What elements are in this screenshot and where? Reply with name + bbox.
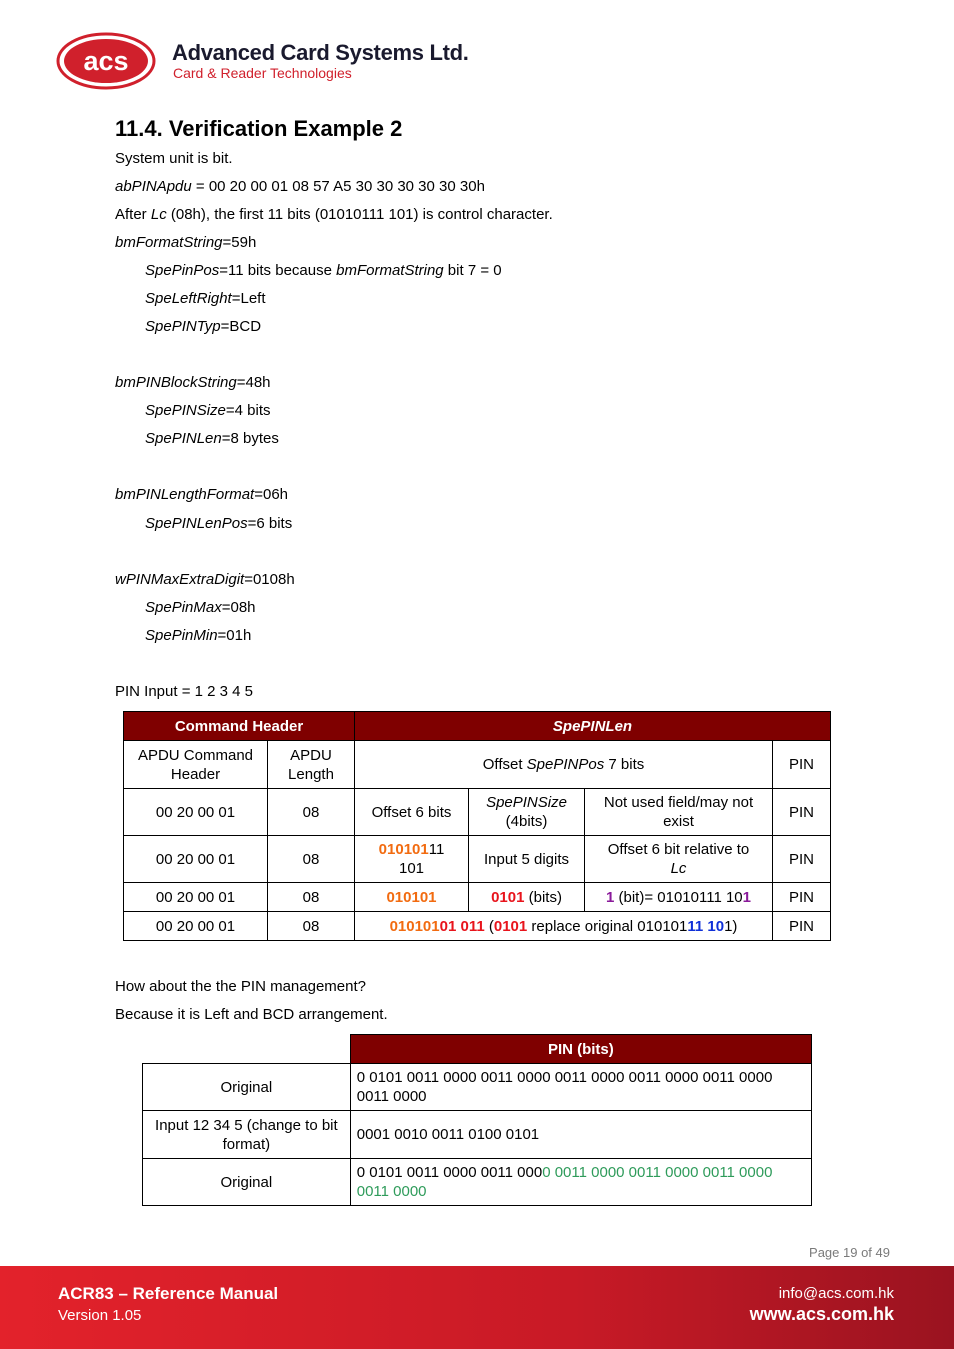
table-row: 00 20 00 01 08 010101 0101 (bits) 1 (bit)= 01010111 101 PIN <box>124 883 831 912</box>
section-title: 11.4. Verification Example 2 <box>115 116 403 141</box>
company-logo <box>55 30 475 92</box>
th-command-header: Command Header <box>124 712 355 741</box>
logo-text: acs <box>83 46 129 76</box>
page-number: Page 19 of 49 <box>809 1245 890 1260</box>
apdu-line: abPINApdu = 00 20 00 01 08 57 A5 30 30 30 30 30 30h <box>115 178 485 195</box>
block-string-line: bmPINBlockString=48h <box>115 374 271 391</box>
table-row: APDU Command Header APDU Length Offset SpePINPos 7 bits PIN <box>124 741 831 789</box>
th-spepinlen: SpePINLen <box>355 712 831 741</box>
company-tagline: Card & Reader Technologies <box>173 65 352 81</box>
table-row: Original 0 0101 0011 0000 0011 0000 0011 0000 0011 0000 0011 0000 0011 0000 <box>143 1064 812 1111</box>
company-name: Advanced Card Systems Ltd. <box>172 40 469 65</box>
pinlen-line: SpePINLen=8 bytes <box>145 430 279 447</box>
question-line: How about the the PIN management? <box>115 978 366 995</box>
acs-logo-icon <box>55 30 159 92</box>
after-lc-line: After Lc (08h), the first 11 bits (01010111 101) is control character. <box>115 206 553 223</box>
pin-bits-table <box>142 1034 812 1206</box>
pinmax-line: SpePinMax=08h <box>145 599 256 616</box>
table-row: 00 20 00 01 08 01010101 011 (0101 replace original 01010111 101) PIN <box>124 912 831 941</box>
pinsize-line: SpePINSize=4 bits <box>145 402 271 419</box>
format-string-line: bmFormatString=59h <box>115 234 257 251</box>
footer-bar <box>0 1266 954 1349</box>
th-pin-bits: PIN (bits) <box>350 1035 811 1064</box>
pinmin-line: SpePinMin=01h <box>145 627 252 644</box>
because-line: Because it is Left and BCD arrangement. <box>115 1006 388 1023</box>
table-row: Original 0 0101 0011 0000 0011 0000 0011 0000 0011 0000 0011 0000 0011 0000 <box>143 1159 812 1206</box>
system-unit-line: System unit is bit. <box>115 150 233 167</box>
footer-title: ACR83 – Reference Manual <box>58 1284 279 1303</box>
pintyp-line: SpePINTyp=BCD <box>145 318 262 335</box>
footer-website[interactable]: www.acs.com.hk <box>749 1304 894 1324</box>
table-row: 00 20 00 01 08 01010111 101 Input 5 digits Offset 6 bit relative to Lc PIN <box>124 836 831 883</box>
length-format-line: bmPINLengthFormat=06h <box>115 486 289 503</box>
max-extra-digit-line: wPINMaxExtraDigit=0108h <box>115 571 295 588</box>
command-table <box>123 711 831 941</box>
leftright-line: SpeLeftRight=Left <box>145 290 266 307</box>
table-row: Input 12 34 5 (change to bit format) 0001 0010 0011 0100 0101 <box>143 1111 812 1159</box>
footer-version: Version 1.05 <box>58 1307 142 1324</box>
table-row: 00 20 00 01 08 Offset 6 bits SpePINSize (4bits) Not used field/may not exist PIN <box>124 789 831 836</box>
footer-email[interactable]: info@acs.com.hk <box>778 1285 894 1302</box>
lenpos-line: SpePINLenPos=6 bits <box>145 515 293 532</box>
pin-input-line: PIN Input = 1 2 3 4 5 <box>115 683 254 700</box>
pinpos-line: SpePinPos=11 bits because bmFormatString bit 7 = 0 <box>145 262 502 279</box>
